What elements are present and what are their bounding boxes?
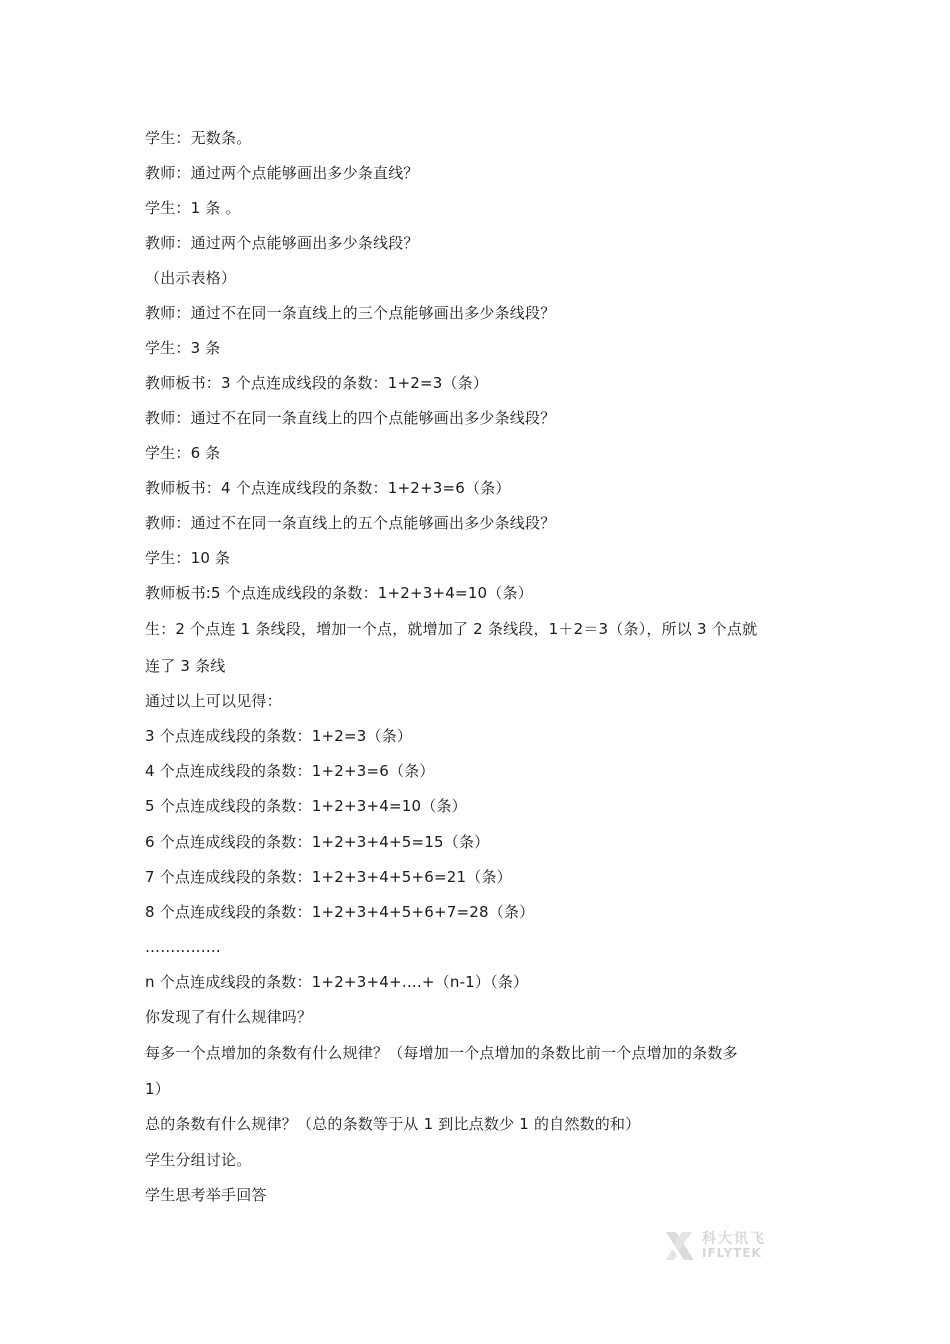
text-line: 4 个点连成线段的条数：1+2+3=6（条） [145, 762, 435, 780]
text-line: 学生分组讨论。 [145, 1151, 252, 1169]
text-line: 学生：6 条 [145, 444, 221, 462]
iflytek-logo-icon [662, 1228, 698, 1264]
text-line: 教师板书:5 个点连成线段的条数：1+2+3+4=10（条） [145, 584, 533, 602]
text-line: 6 个点连成线段的条数：1+2+3+4+5=15（条） [145, 833, 490, 851]
text-line: …………… [145, 938, 221, 956]
text-line: 学生：1 条 。 [145, 199, 241, 217]
text-line: 教师：通过两个点能够画出多少条直线？ [145, 164, 419, 182]
text-line: 教师板书：3 个点连成线段的条数：1+2=3（条） [145, 374, 489, 392]
text-line: （出示表格） [145, 269, 237, 287]
text-line: 通过以上可以见得： [145, 692, 282, 710]
text-line: 学生：10 条 [145, 549, 231, 567]
text-line: 5 个点连成线段的条数：1+2+3+4=10（条） [145, 797, 467, 815]
watermark-en-text: IFLYTEK [702, 1246, 762, 1260]
text-line: 学生：3 条 [145, 339, 221, 357]
text-line: n 个点连成线段的条数：1+2+3+4+….+（n-1）（条） [145, 973, 529, 991]
text-line: 教师板书：4 个点连成线段的条数：1+2+3=6（条） [145, 479, 511, 497]
text-line: 学生思考举手回答 [145, 1186, 267, 1204]
text-line: 每多一个点增加的条数有什么规律？（每增加一个点增加的条数比前一个点增加的条数多 [145, 1044, 738, 1062]
text-line: 8 个点连成线段的条数：1+2+3+4+5+6+7=28（条） [145, 903, 535, 921]
text-line: 3 个点连成线段的条数：1+2=3（条） [145, 727, 413, 745]
watermark-cn-text: 科大讯飞 [702, 1231, 766, 1247]
text-line: 教师：通过不在同一条直线上的四个点能够画出多少条线段？ [145, 409, 556, 427]
iflytek-watermark [662, 1226, 782, 1268]
text-line: 生：2 个点连 1 条线段，增加一个点，就增加了 2 条线段，1＋2＝3（条），所以 3 个点就 [145, 620, 758, 638]
text-line: 7 个点连成线段的条数：1+2+3+4+5+6=21（条） [145, 868, 512, 886]
text-line: 连了 3 条线 [145, 657, 226, 675]
text-line: 你发现了有什么规律吗？ [145, 1008, 313, 1026]
text-line: 总的条数有什么规律？（总的条数等于从 1 到比点数少 1 的自然数的和） [145, 1115, 641, 1133]
text-line: 教师：通过不在同一条直线上的三个点能够画出多少条线段？ [145, 304, 556, 322]
text-line: 学生：无数条。 [145, 129, 252, 147]
text-line: 教师：通过不在同一条直线上的五个点能够画出多少条线段？ [145, 514, 556, 532]
text-line: 1） [145, 1080, 170, 1098]
text-line: 教师：通过两个点能够画出多少条线段？ [145, 234, 419, 252]
